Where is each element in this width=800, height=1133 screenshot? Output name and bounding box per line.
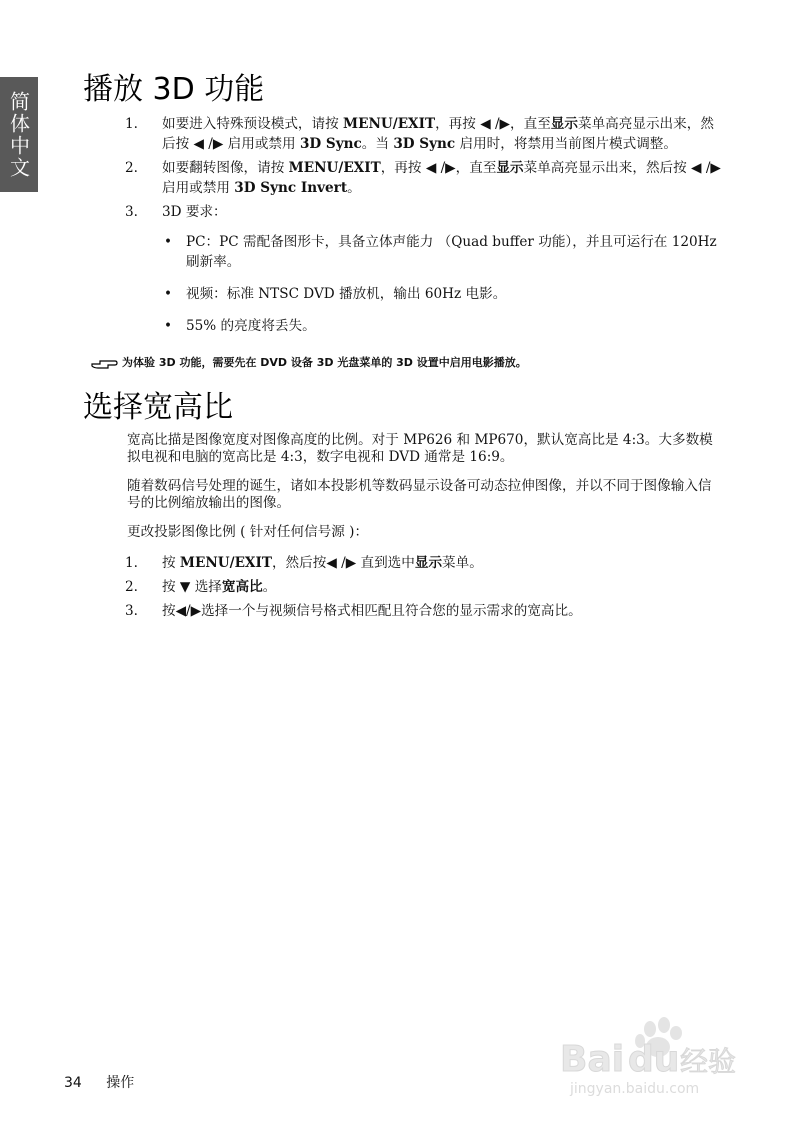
section-title-aspect: 选择宽高比 xyxy=(83,390,233,425)
section-title-3d: 播放 3D 功能 xyxy=(83,72,265,107)
paragraph: 宽高比描是图像宽度对图像高度的比例。对于 MP626 和 MP670，默认宽高比是 4:3。大多数模拟电视和电脑的宽高比是 4:3，数字电视和 DVD 通常是 16:9。 xyxy=(127,432,713,465)
list-text: 如要翻转图像，请按 MENU/EXIT，再按 ◀ /▶，直至显示菜单高亮显示出来，然后按 ◀ /▶ 启用或禁用 3D Sync Invert。 xyxy=(162,160,721,196)
page-footer xyxy=(64,1072,134,1092)
language-tab xyxy=(0,77,38,192)
list-item xyxy=(83,577,723,597)
list-number: 2. xyxy=(125,579,138,595)
language-tab-label: 简体中文 xyxy=(6,90,31,179)
pointing-hand-icon xyxy=(90,356,118,370)
list-number: 3. xyxy=(125,204,138,220)
baidu-watermark-logo xyxy=(560,1015,760,1105)
paragraph: 更改投影图像比例 ( 针对任何信号源 )： xyxy=(127,524,369,540)
bullet-item: • 视频：标准 NTSC DVD 播放机，输出 60Hz 电影。 xyxy=(164,286,507,302)
list-number: 1. xyxy=(125,555,138,571)
aspect-body xyxy=(83,432,723,625)
note-text: 为体验 3D 功能，需要先在 DVD 设备 3D 光盘菜单的 3D 设置中启用电影播放。 xyxy=(122,356,527,369)
bullet-text: 55% 的亮度将丢失。 xyxy=(186,318,316,334)
bullet-text: PC：PC 需配备图形卡，具备立体声能力 （Quad buffer 功能），并且可运行在 120Hz 刷新率。 xyxy=(186,234,717,270)
list-item xyxy=(83,601,723,621)
list-item xyxy=(83,202,723,222)
svg-text:jingyan.baidu.com: jingyan.baidu.com xyxy=(570,1081,700,1097)
bullet-item: • PC：PC 需配备图形卡，具备立体声能力 （Quad buffer 功能），并且可运行在 120Hz 刷新率。 xyxy=(164,234,717,270)
list-item xyxy=(83,114,723,154)
list-item xyxy=(83,158,723,198)
list-text: 按 MENU/EXIT，然后按◀ /▶ 直到选中显示菜单。 xyxy=(162,555,483,571)
list-3d xyxy=(83,114,723,348)
paragraph: 随着数码信号处理的诞生，诸如本投影机等数码显示设备可动态拉伸图像，并以不同于图像输入信号的比例缩放输出的图像。 xyxy=(127,478,712,511)
list-text: 如要进入特殊预设模式，请按 MENU/EXIT，再按 ◀ /▶，直至显示菜单高亮显示出来，然后按 ◀ /▶ 启用或禁用 3D Sync。当 3D Sync 启用时，将禁用当前图片模式调整。 xyxy=(162,116,714,152)
note xyxy=(90,355,730,371)
footer-section: 操作 xyxy=(106,1075,135,1091)
list-text: 3D 要求： xyxy=(162,204,227,220)
bullet-text: 视频：标准 NTSC DVD 播放机，输出 60Hz 电影。 xyxy=(186,286,507,302)
list-item xyxy=(83,553,723,573)
page-number: 34 xyxy=(64,1075,82,1091)
bullet-item: • 55% 的亮度将丢失。 xyxy=(164,318,316,334)
list-number: 3. xyxy=(125,603,138,619)
list-number: 1. xyxy=(125,116,138,132)
svg-text:经验: 经验 xyxy=(680,1045,737,1078)
svg-text:Bai: Bai xyxy=(560,1039,625,1080)
list-text: 按 ▼ 选择宽高比。 xyxy=(162,579,277,595)
list-number: 2. xyxy=(125,160,138,176)
list-text: 按◀/▶选择一个与视频信号格式相匹配且符合您的显示需求的宽高比。 xyxy=(162,603,582,619)
svg-text:du: du xyxy=(628,1039,680,1080)
